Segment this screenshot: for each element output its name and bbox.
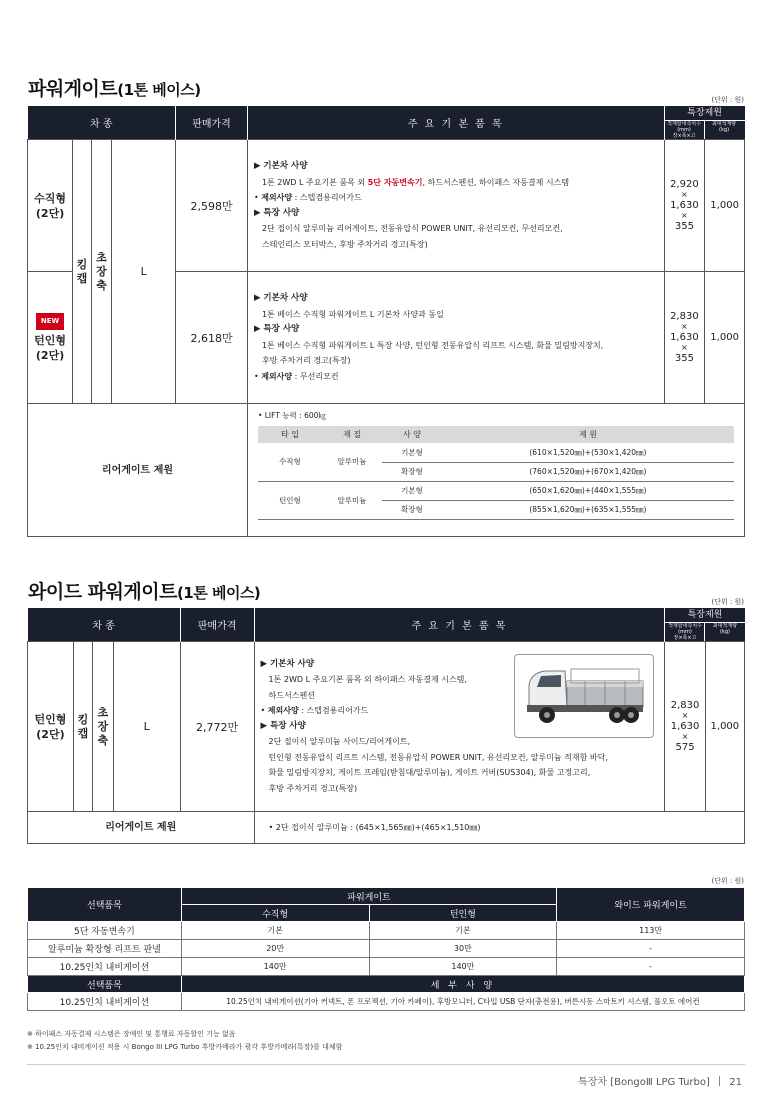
option-row: 알루미늄 확장형 리프트 판넬 20만 30만 - bbox=[28, 940, 745, 958]
new-badge: NEW bbox=[36, 313, 64, 330]
liftgate-spec-row: 리어게이트 제원 • 2단 접이식 알루미늄 : (645×1,565㎜)+(465×1,510㎜) bbox=[28, 812, 745, 844]
model-name: 수직형 (2단) bbox=[28, 140, 73, 272]
header-items: 주 요 기 본 품 목 bbox=[247, 106, 664, 140]
max-load: 1,000 bbox=[705, 272, 745, 404]
lift-row: 턴인형 알루미늄 기본형 (650×1,620㎜)+(440×1,555㎜) bbox=[258, 481, 734, 500]
model-name: 턴인형 (2단) bbox=[28, 642, 74, 812]
lift-capacity: • LIFT 능력 : 600㎏ bbox=[257, 411, 326, 420]
lift-spec: • 2단 접이식 알루미늄 : (645×1,565㎜)+(465×1,510㎜) bbox=[254, 812, 744, 844]
model-name: NEW 턴인형 (2단) bbox=[28, 272, 73, 404]
liftgate-table: 타 입 재 질 사 양 제 원 수직형 알루미늄 기본형 (610×1,520㎜)+(530×1,420㎜) 확장형 (760×1,520㎜)+(670×1,420㎜) 턴인형 알루미늄 기본형 (650×1,620㎜)+(440×1,555㎜) 확장형 (855×1,620㎜)+(635×1,555㎜) bbox=[258, 426, 734, 520]
max-load: 1,000 bbox=[705, 642, 744, 812]
option-row: 5단 자동변속기 기본 기본 113만 bbox=[28, 922, 745, 940]
spec-list: ▶ 기본차 사양 1톤 2WD L 주요기본 품목 외 5단 자동변속기, 하드서스펜션, 하이패스 자동결제 시스템 • 제외사양 : 스텝겸용리어가드 ▶ 특장 사양 2단 접이식 알루미늄 리어게이트, 전동유압식 POWER UNIT, 유선리모컨, 무선리모컨, 스테인리스 모터박스, 후방 주차거리 경고(특장) bbox=[247, 140, 664, 272]
section1-title: 파워게이트(1톤 베이스) bbox=[28, 78, 201, 100]
footer-rule bbox=[27, 1064, 745, 1065]
truck-image bbox=[514, 654, 654, 738]
option-row: 10.25인치 내비게이션 140만 140만 - bbox=[28, 958, 745, 976]
options-unit: (단위 : 원) bbox=[711, 877, 744, 885]
header-special: 특장제원 적재함내측치수(mm) 장×폭×고 최대적재량 (kg) bbox=[664, 106, 744, 140]
section2-title: 와이드 파워게이트(1톤 베이스) bbox=[28, 581, 261, 603]
axle-type: 초 장 축 bbox=[91, 140, 112, 404]
spec-list: ▶ 기본차 사양 1톤 베이스 수직형 파워게이트 L 기본차 사양과 동일 ▶ 특장 사양 1톤 베이스 수직형 파워게이트 L 특장 사양, 턴인형 전동유압식 리프트 시스템, 화물 밀림방지장치, 후방 주차거리 경고(특장) • 제외사양 : 무선리모컨 bbox=[247, 272, 664, 404]
section2-spec-table: 차 종 판매가격 주 요 기 본 품 목 특장제원 적재함내측치수(mm) 장×폭×고 최대적재량 (kg) 턴인형 (2단) 킹 캡 초 장 축 L 2,772만 ▶ 기본차 사양 1톤 2WD L 주요기본 품목 외 하이패스 자동결제 시스템, 하드서스펜션 • 제외사양 : 스텝겸용리어가드 ▶ 특장 사양 2단 접이식 알루미늄 사이드/리어게이트, 턴인형 전동유압식 리프트 시스템, 전동유압식 POWER UNIT, 유선리모컨, 알루미늄 적재함 바닥, 화물 밀림방지장치, 게이트 프레임(받침대/알루미늄), 게이트 커버(SUS304), 화물 고정고리, 후방 주차거리 경고(특장) 2,830 × 1,630 × 575 1,000 리어게이트 제원 • 2단 접이식 알루미늄 : (645×1,565㎜)+(465×1,510㎜) bbox=[27, 608, 745, 844]
section1-spec-table bbox=[27, 106, 745, 537]
liftgate-label: 리어게이트 제원 bbox=[28, 404, 248, 537]
section1-unit: (단위 : 원) bbox=[711, 96, 744, 104]
price: 2,598만 bbox=[176, 140, 248, 272]
cargo-dims: 2,920 × 1,630 × 355 bbox=[664, 140, 705, 272]
lift-row: 수직형 알루미늄 기본형 (610×1,520㎜)+(530×1,420㎜) bbox=[258, 443, 734, 462]
trim: L bbox=[112, 140, 176, 404]
header-price: 판매가격 bbox=[176, 106, 248, 140]
liftgate-spec-row bbox=[28, 404, 745, 537]
options-table: 선택품목 파워게이트 와이드 파워게이트 수직형 턴인형 5단 자동변속기 기본 기본 113만 알루미늄 확장형 리프트 판넬 20만 30만 - 10.25인치 내비게이션 140만 140만 - 선택품목 세 부 사 양 10.25인치 내비게이션 10.25인치 내비게이션(기아 커넥트, 폰 프로젝션, 기아 카페이), 후방모니터, C타입 USB 단자(충전용), 버튼시동 스마트키 시스템, 풀오토 에어컨 bbox=[27, 887, 745, 1011]
option-detail-row: 10.25인치 내비게이션 10.25인치 내비게이션(기아 커넥트, 폰 프로젝션, 기아 카페이), 후방모니터, C타입 USB 단자(충전용), 버튼시동 스마트키 시스템, 풀오토 에어컨 bbox=[28, 993, 745, 1011]
page-number: 21 bbox=[729, 1077, 742, 1088]
notes: ※ 하이패스 자동결제 시스템은 장애인 및 통행료 자동할인 기능 없음 ※ 10.25인치 내비게이션 적용 시 Bongo III LPG Turbo 후방카메라가 광각 후방카메라(특장)를 대체함 bbox=[27, 1030, 343, 1051]
spec-list: ▶ 기본차 사양 1톤 2WD L 주요기본 품목 외 하이패스 자동결제 시스템, 하드서스펜션 • 제외사양 : 스텝겸용리어가드 ▶ 특장 사양 2단 접이식 알루미늄 사이드/리어게이트, 턴인형 전동유압식 리프트 시스템, 전동유압식 POWER UNIT, 유선리모컨, 알루미늄 적재함 바닥, 화물 밀림방지장치, 게이트 프레임(받침대/알루미늄), 게이트 커버(SUS304), 화물 고정고리, 후방 주차거리 경고(특장) bbox=[254, 642, 665, 812]
lift-row: 확장형 (855×1,620㎜)+(635×1,555㎜) bbox=[258, 500, 734, 519]
spec-row-vertical bbox=[28, 140, 745, 272]
max-load: 1,000 bbox=[705, 140, 745, 272]
footer: 특장차 [BongoⅢ LPG Turbo] 21 bbox=[578, 1077, 742, 1088]
cab-type: 킹 캡 bbox=[73, 140, 92, 404]
cargo-dims: 2,830 × 1,630 × 355 bbox=[664, 272, 705, 404]
lift-row: 확장형 (760×1,520㎜)+(670×1,420㎜) bbox=[258, 462, 734, 481]
price: 2,772만 bbox=[180, 642, 254, 812]
spec-row-wide-turnin: 턴인형 (2단) 킹 캡 초 장 축 L 2,772만 ▶ 기본차 사양 1톤 2WD L 주요기본 품목 외 하이패스 자동결제 시스템, 하드서스펜션 • 제외사양 : 스텝겸용리어가드 ▶ 특장 사양 2단 접이식 알루미늄 사이드/리어게이트, 턴인형 전동유압식 리프트 시스템, 전동유압식 POWER UNIT, 유선리모컨, 알루미늄 적재함 바닥, 화물 밀림방지장치, 게이트 프레임(받침대/알루미늄), 게이트 커버(SUS304), 화물 고정고리, 후방 주차거리 경고(특장) 2,830 × 1,630 × 575 1,000 bbox=[28, 642, 745, 812]
header-model: 차 종 bbox=[28, 106, 176, 140]
section2-unit: (단위 : 원) bbox=[711, 598, 744, 606]
cargo-dims: 2,830 × 1,630 × 575 bbox=[665, 642, 705, 812]
price: 2,618만 bbox=[176, 272, 248, 404]
